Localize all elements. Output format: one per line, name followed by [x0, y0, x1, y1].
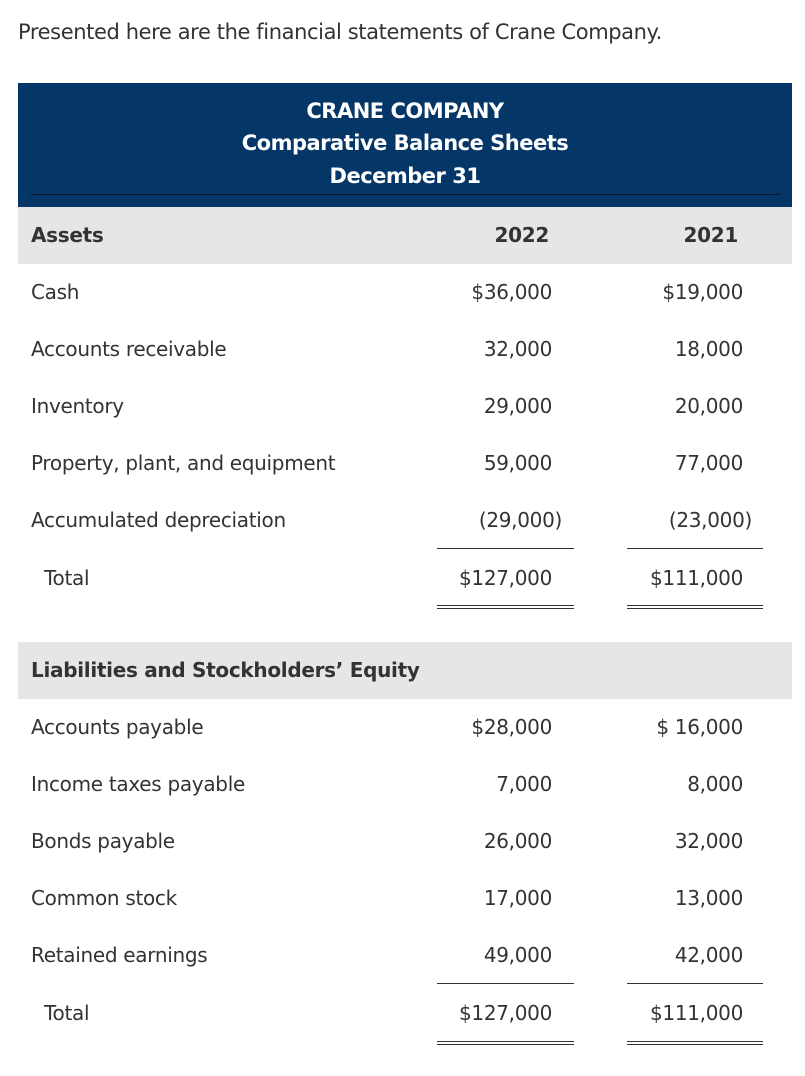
value-2022: 59,000 [483, 451, 552, 475]
assets-heading: Assets [31, 223, 104, 247]
table-row [0, 813, 805, 870]
table-row [0, 699, 805, 756]
table-row [0, 321, 805, 378]
value-2022: 32,000 [483, 337, 552, 361]
value-2022: $28,000 [471, 715, 552, 739]
value-2021: 8,000 [687, 772, 743, 796]
table-row [0, 264, 805, 321]
double-rule-2021-top [627, 1041, 763, 1042]
total-2022: $127,000 [458, 566, 552, 590]
year-2022-header: 2022 [494, 223, 549, 247]
value-2021: (23,000) [668, 508, 752, 532]
value-2022: (29,000) [478, 508, 562, 532]
value-2022: 17,000 [483, 886, 552, 910]
row-label: Property, plant, and equipment [31, 451, 336, 475]
value-2022: 29,000 [483, 394, 552, 418]
subtotal-rule-2021 [627, 983, 763, 984]
value-2021: 77,000 [674, 451, 743, 475]
value-2021: 18,000 [674, 337, 743, 361]
intro-text: Presented here are the financial statements of Crane Company. [18, 20, 662, 44]
row-label: Common stock [31, 886, 177, 910]
value-2022: 26,000 [483, 829, 552, 853]
table-row [0, 870, 805, 927]
statement-title: Comparative Balance Sheets [241, 131, 569, 155]
subtotal-rule-2022 [437, 983, 574, 984]
double-rule-2022-bottom [437, 1044, 574, 1045]
value-2022: $36,000 [471, 280, 552, 304]
total-2022: $127,000 [458, 1001, 552, 1025]
double-rule-2022-top [437, 605, 574, 606]
total-2021: $111,000 [649, 566, 743, 590]
value-2021: $19,000 [662, 280, 743, 304]
row-label: Income taxes payable [31, 772, 245, 796]
liabilities-heading: Liabilities and Stockholders’ Equity [31, 658, 420, 682]
total-label: Total [44, 566, 90, 590]
double-rule-2021-bottom [627, 1044, 763, 1045]
row-label: Accumulated depreciation [31, 508, 286, 532]
double-rule-2021-top [627, 605, 763, 606]
subtotal-rule-2022 [437, 548, 574, 549]
value-2021: 13,000 [674, 886, 743, 910]
company-name: CRANE COMPANY [306, 99, 504, 123]
value-2021: 42,000 [674, 943, 743, 967]
statement-date: December 31 [329, 164, 481, 188]
total-label: Total [44, 1001, 90, 1025]
table-row [0, 435, 805, 492]
double-rule-2022-bottom [437, 608, 574, 609]
table-row [0, 756, 805, 813]
row-label: Accounts receivable [31, 337, 227, 361]
value-2021: 20,000 [674, 394, 743, 418]
row-label: Cash [31, 280, 80, 304]
total-2021: $111,000 [649, 1001, 743, 1025]
liabilities-header-row [0, 642, 805, 699]
subtotal-rule-2021 [627, 548, 763, 549]
value-2022: 49,000 [483, 943, 552, 967]
value-2021: 32,000 [674, 829, 743, 853]
table-row [0, 492, 805, 549]
double-rule-2022-top [437, 1041, 574, 1042]
row-label: Bonds payable [31, 829, 175, 853]
table-row [0, 378, 805, 435]
table-row [0, 927, 805, 984]
value-2021: $ 16,000 [656, 715, 743, 739]
header-divider [30, 194, 780, 195]
row-label: Accounts payable [31, 715, 204, 739]
row-label: Retained earnings [31, 943, 208, 967]
assets-header-row [0, 207, 805, 264]
double-rule-2021-bottom [627, 608, 763, 609]
value-2022: 7,000 [496, 772, 552, 796]
statement-header [18, 83, 792, 207]
assets-total-row [0, 550, 805, 607]
row-label: Inventory [31, 394, 124, 418]
liabilities-total-row [0, 985, 805, 1042]
year-2021-header: 2021 [683, 223, 738, 247]
